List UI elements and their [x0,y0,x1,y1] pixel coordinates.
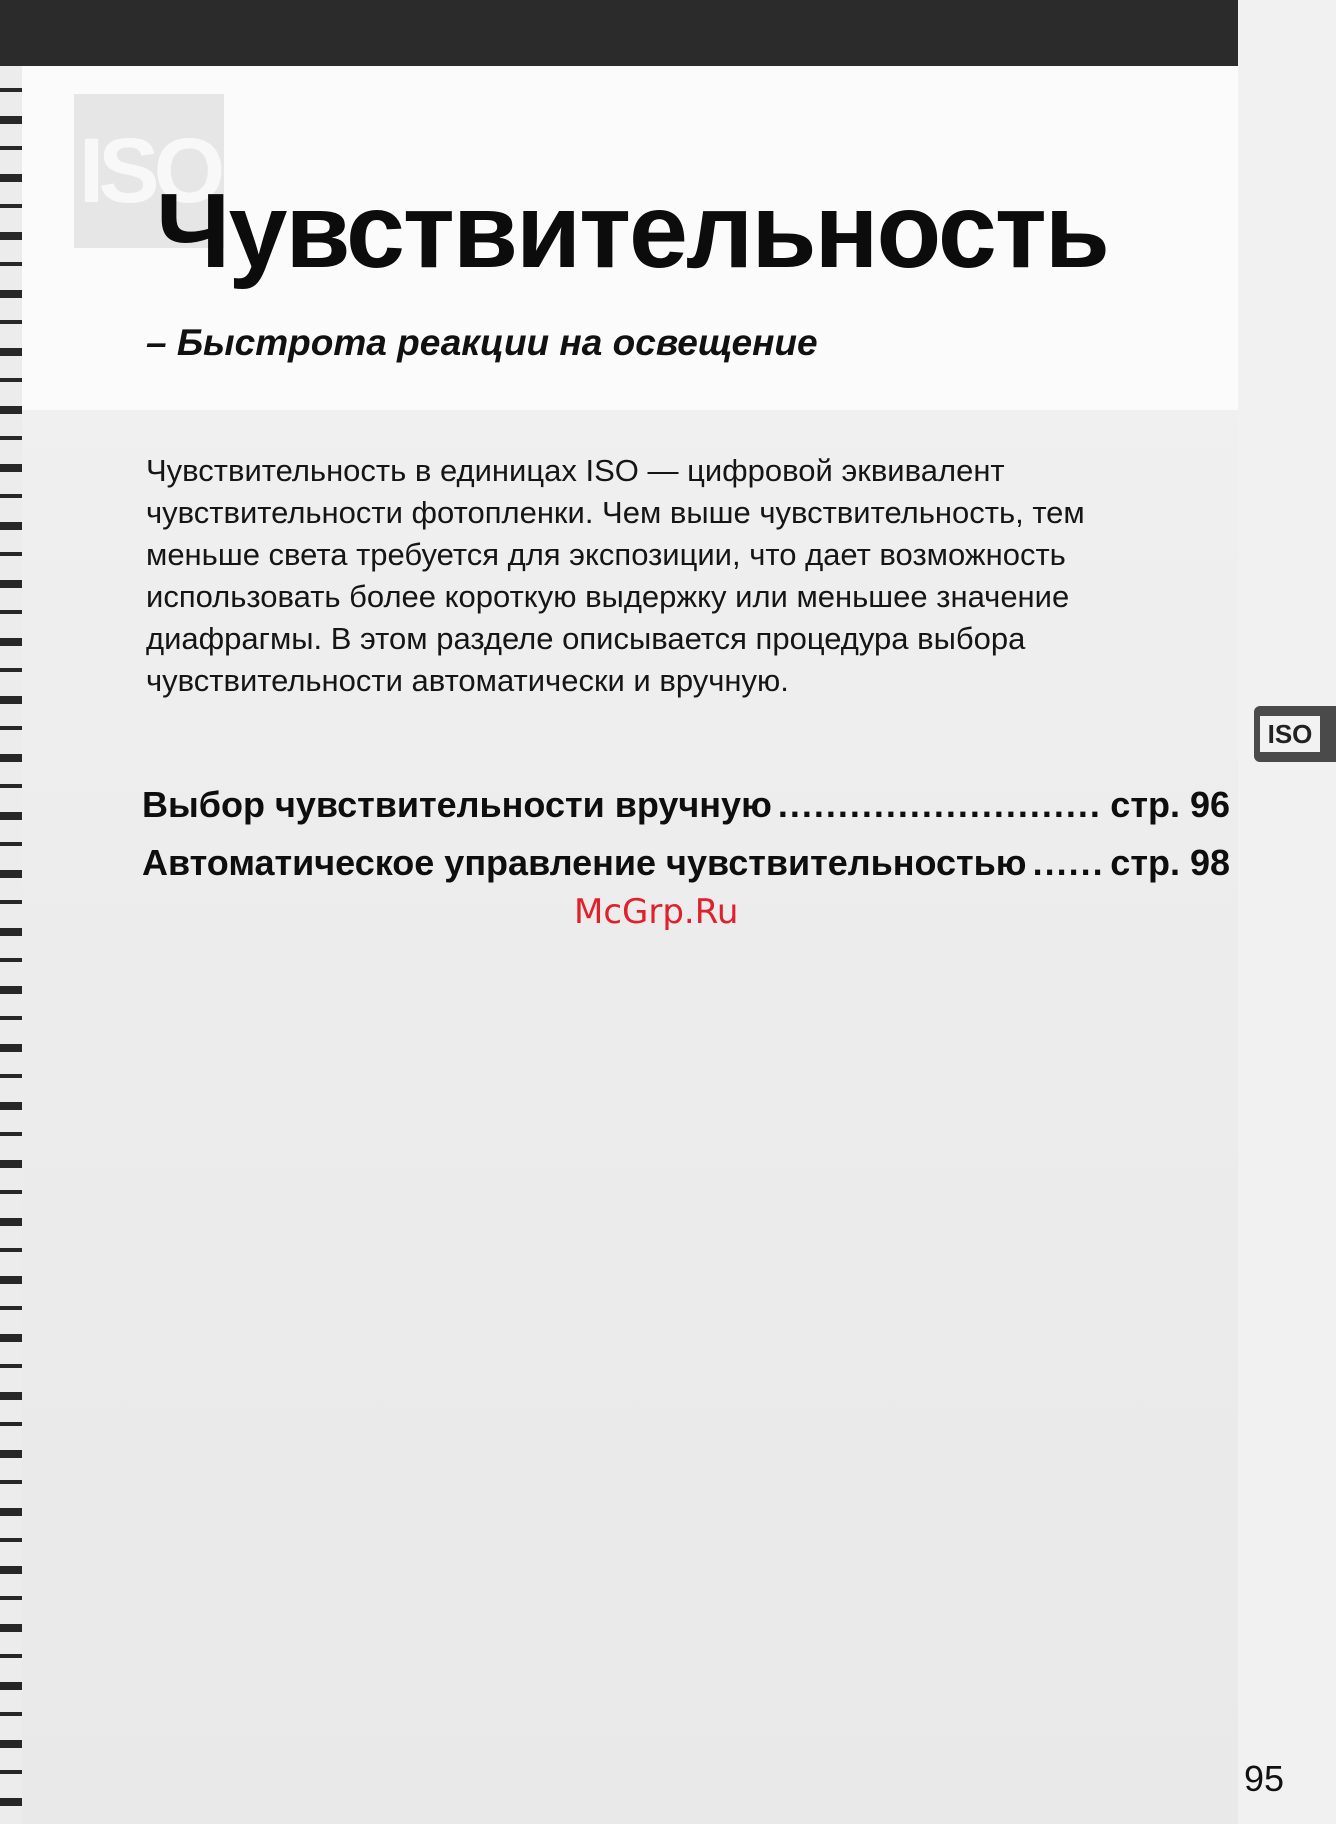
top-bar [0,0,1238,66]
page-title: Чувствительность [156,172,1108,290]
toc-leader-dots [778,784,1104,826]
page-edge [1238,0,1336,1824]
iso-badge-icon: ISO [74,94,224,248]
spiral-binding [0,0,22,1824]
toc-item-manual-iso[interactable] [142,784,1230,842]
intro-line: использовать более короткую выдержку или меньшее значение [146,579,1070,614]
page-subtitle: – Быстрота реакции на освещение [146,322,818,363]
toc-item-page: стр. 98 [1110,842,1230,883]
intro-paragraph [146,450,1246,702]
site-watermark: McGrp.Ru [574,892,739,932]
intro-line: чувствительности фотопленки. Чем выше чувствительность, тем [146,495,1085,530]
toc-item-label: Выбор чувствительности вручную [142,784,772,825]
intro-line: диафрагмы. В этом разделе описывается процедура выбора [146,621,1026,656]
table-of-contents [142,784,1230,900]
section-tab-label: ISO [1260,716,1320,752]
toc-item-page: стр. 96 [1110,784,1230,825]
section-tab[interactable] [1254,706,1336,762]
intro-line: Чувствительность в единицах ISO — цифровой эквивалент [146,453,1005,488]
toc-leader-dots [1033,842,1105,884]
toc-item-label: Автоматическое управление чувствительностью [142,842,1027,883]
intro-line: меньше света требуется для экспозиции, что дает возможность [146,537,1066,572]
page-number: 95 [1244,1758,1285,1799]
intro-line: чувствительности автоматически и вручную. [146,663,789,698]
